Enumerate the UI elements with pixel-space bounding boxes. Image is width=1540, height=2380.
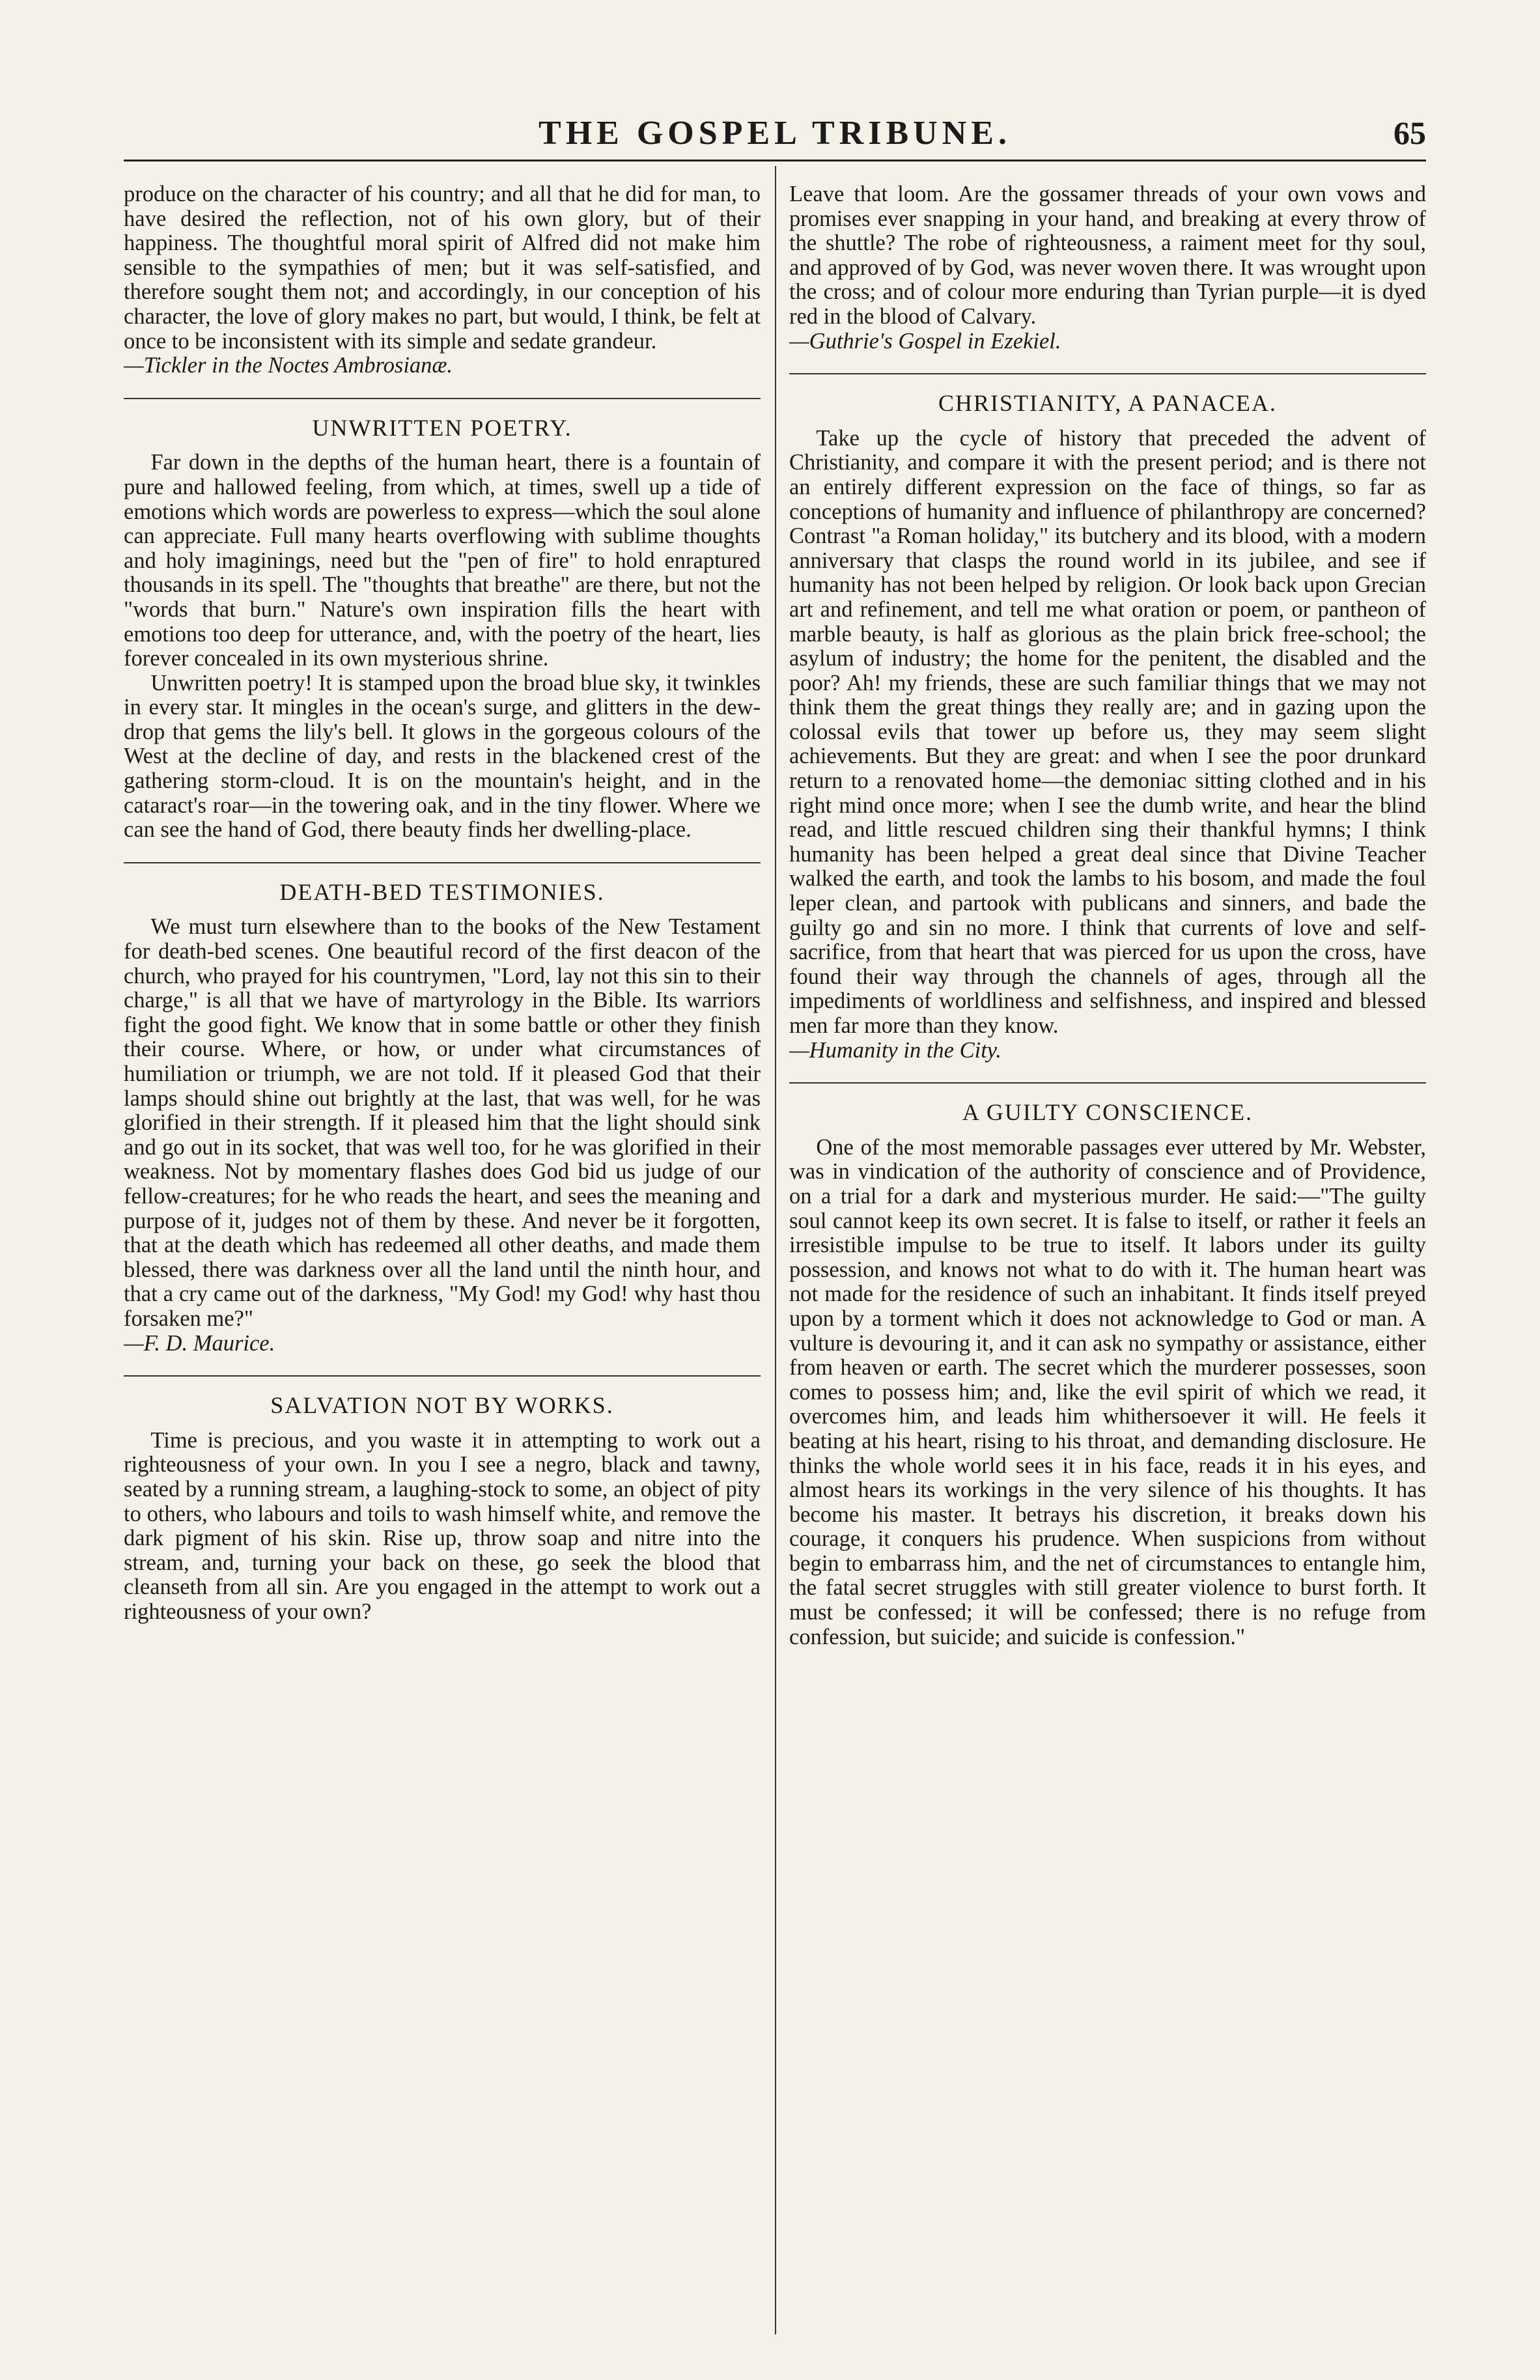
article-paragraph: Unwritten poetry! It is stamped upon the broad blue sky, it twinkles in every star. It mingles in the ocean's surge, and glitters in the dew-drop that gems the lily's bell. It glows in the gorgeous colours of the West at the decline of day, and rests in the blackened crest of the gathering storm-cloud. It is on the mountain's height, and in the cataract's roar—in the towering oak, and in the tiny flower. Where we can see the hand of God, there beauty finds her dwelling-place.	[124, 670, 761, 843]
header-rule	[124, 160, 1426, 161]
article-paragraph: One of the most memorable passages ever uttered by Mr. Webster, was in vindication of the authority of conscience and of Providence, on a trial for a dark and mysterious murder. He said:—"The guilty soul cannot keep its own secret. It is false to itself, or rather it feels an irresistible impulse to be true to itself. It labors under its guilty possession, and knows not what to do with it. The human heart was not made for the residence of such an inhabitant. It finds itself preyed upon by a torment which it does not acknowledge to God or man. A vulture is devouring it, and it can ask no sympathy or assistance, either from heaven or earth. The secret which the murderer possesses, soon comes to possess him; and, like the evil spirit of which we read, it overcomes him, and leads him whithersoever it will. He feels it beating at his heart, rising to his throat, and demanding disclosure. He thinks the whole world sees it in his face, reads it in his eyes, and almost hears its workings in the very silence of his thoughts. It has become his master. It betrays his discretion, it breaks down his courage, it conquers his prudence. When suspicions from without begin to embarrass him, and the net of circumstances to entangle him, the fatal secret struggles with still greater violence to burst forth. It must be confessed; it will be confessed; there is no refuge from confession, but suicide; and suicide is confession."	[789, 1134, 1426, 1649]
article-heading: DEATH-BED TESTIMONIES.	[279, 878, 605, 905]
article-text: produce on the character of his country; and all that he did for man, to have desired the reflection, not of his own glory, but of their happiness. The thoughtful moral spirit of Alfred did not make him sensible to the sympathies of men; but it was self-satisfied, and therefore sought them not; and accordingly, in our conception of his character, the love of glory makes no part, but would, I think, be felt at once to be inconsistent with its simple and sedate grandeur.	[124, 182, 761, 354]
right-column	[789, 182, 1426, 2331]
page-number: 65	[1393, 115, 1426, 151]
article-heading: CHRISTIANITY, A PANACEA.	[938, 390, 1278, 417]
newspaper-page	[124, 98, 1426, 2344]
article-unwritten-poetry	[124, 416, 761, 843]
section-rule	[124, 862, 761, 863]
article-death-bed-testimonies	[124, 880, 761, 1356]
left-column	[124, 182, 761, 2331]
section-rule	[789, 1082, 1426, 1084]
article-heading: SALVATION NOT BY WORKS.	[270, 1392, 614, 1419]
publication-title: THE GOSPEL TRIBUNE.	[539, 115, 1011, 152]
article-intro-continuation	[124, 182, 761, 378]
article-attribution: —F. D. Maurice.	[124, 1330, 275, 1356]
article-continuation	[789, 182, 1426, 354]
article-attribution: —Tickler in the Noctes Ambrosianæ.	[124, 353, 453, 378]
article-heading: A GUILTY CONSCIENCE.	[962, 1099, 1253, 1126]
article-heading: UNWRITTEN POETRY.	[312, 414, 572, 441]
article-salvation-not-by-works	[124, 1393, 761, 1624]
section-rule	[789, 373, 1426, 374]
section-rule	[124, 1375, 761, 1377]
section-rule	[124, 398, 761, 399]
column-divider	[775, 166, 776, 2334]
article-paragraph: Take up the cycle of history that preceded the advent of Christianity, and compare it with the present period; and is there not an entirely different expression on the face of things, so far as conceptions of humanity and influence of philanthropy are concerned? Contrast "a Roman holiday," its butchery and its blood, with a modern anniversary that clasps the round world in its jubilee, and see if humanity has not been helped by religion. Or look back upon Grecian art and refinement, and tell me what oration or poem, or pantheon of marble beauty, is half as glorious as the plain brick free-school; the asylum of industry; the home for the penitent, the disabled and the poor? Ah! my friends, these are such familiar things that we may not think them the great things they really are; and in gazing upon the colossal evils that tower up before us, they may seem slight achievements. But they are great: and when I see the poor drunkard return to a renovated home—the demoniac sitting clothed and in his right mind once more; when I see the dumb write, and hear the blind read, and little rescued children sing their thankful hymns; I think humanity has been helped a great deal since that Divine Teacher walked the earth, and took the lambs to his bosom, and made the foul leper clean, and partook with publicans and sinners, and bade the guilty go and sin no more. I think that currents of love and self-sacrifice, from that heart that was pierced for us upon the cross, have found their way through the channels of ages, through all the impediments of worldliness and selfishness, and inspired and blessed men far more than they know.	[789, 425, 1426, 1038]
article-paragraph: We must turn elsewhere than to the books of the New Testament for death-bed scenes. One beautiful record of the first deacon of the church, who prayed for his countrymen, "Lord, lay not this sin to their charge," is all that we have of martyrology in the Bible. Its warriors fight the good fight. We know that in some battle or other they finish their course. Where, or how, or under what circumstances of humiliation or triumph, we are not told. If it pleased God that their lamps should shine out brightly at the last, that was well, for he was glorified in their strength. If it pleased him that the light should sink and go out in its socket, that was well too, for he was glorified in their weakness. Not by momentary flashes does God bid us judge of our fellow-creatures; for he who reads the heart, and sees the meaning and purpose of it, judges not of them by these. And never be it forgotten, that at the death which has redeemed all other deaths, and made them blessed, there was darkness over all the land until the ninth hour, and that a cry came out of the darkness, "My God! my God! why hast thou forsaken me?"	[124, 914, 761, 1331]
article-text: Leave that loom. Are the gossamer threads of your own vows and promises ever snapping in your hand, and breaking at every throw of the shuttle? The robe of righteousness, a raiment meet for thy soul, and approved of by God, was never woven there. It was wrought upon the cross; and of colour more enduring than Tyrian purple—it is dyed red in the blood of Calvary.	[789, 182, 1426, 329]
article-a-guilty-conscience	[789, 1100, 1426, 1649]
article-paragraph: Far down in the depths of the human heart, there is a fountain of pure and hallowed feeling, from which, at times, swell up a tide of emotions which words are powerless to express—which the soul alone can appreciate. Full many hearts overflowing with sublime thoughts and holy imaginings, need but the "pen of fire" to hold enraptured thousands in its spell. The "thoughts that breathe" are there, but not the "words that burn." Nature's own inspiration fills the heart with emotions too deep for utterance, and, with the poetry of the heart, lies forever concealed in its own mysterious shrine.	[124, 450, 761, 671]
article-attribution: —Humanity in the City.	[789, 1037, 1001, 1063]
article-paragraph: Time is precious, and you waste it in attempting to work out a righteousness of your own. In you I see a negro, black and tawny, seated by a running stream, a laughing-stock to some, an object of pity to others, who labours and toils to wash himself white, and remove the dark pigment of his skin. Rise up, throw soap and nitre into the stream, and, turning your back on these, go seek the blood that cleanseth from all sin. Are you engaged in the attempt to work out a righteousness of your own?	[124, 1427, 761, 1624]
article-christianity-a-panacea	[789, 391, 1426, 1063]
article-attribution: —Guthrie's Gospel in Ezekiel.	[789, 328, 1061, 354]
page-header	[124, 98, 1426, 163]
